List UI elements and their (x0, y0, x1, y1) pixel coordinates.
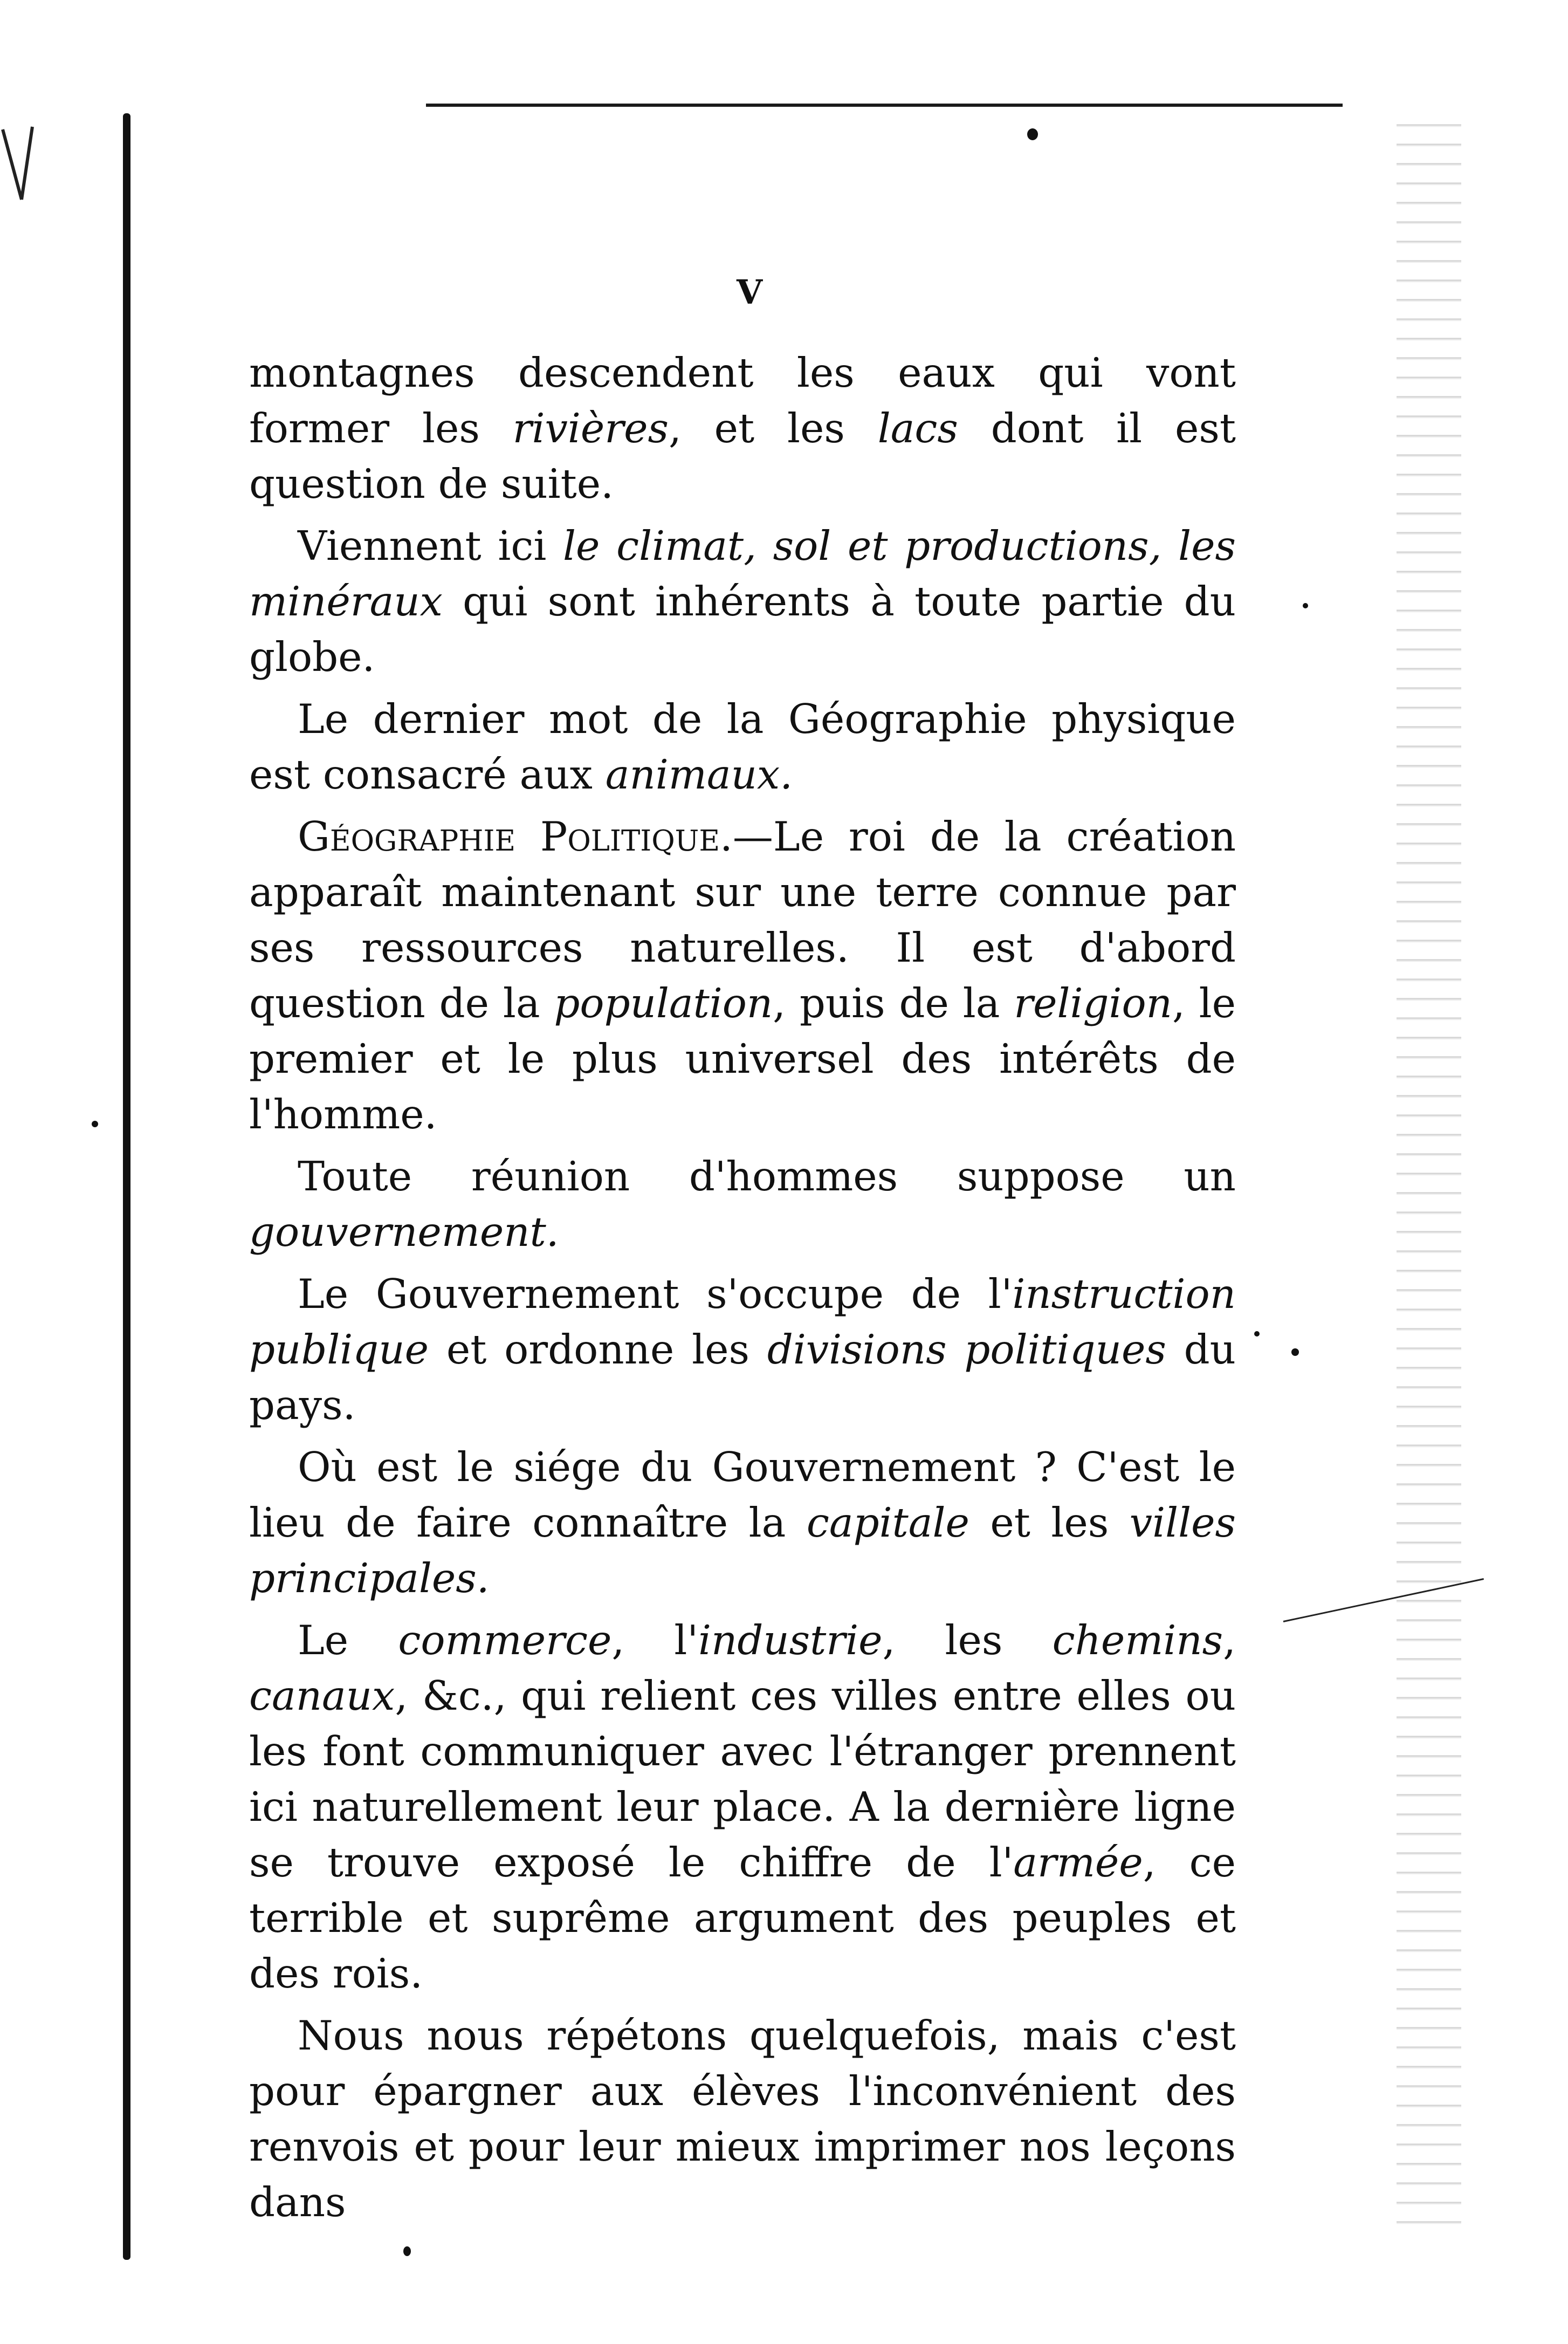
italic-term: villes principales. (249, 1499, 1236, 1602)
text-run: dont il est question de suite. (249, 405, 1236, 508)
italic-term: industrie (698, 1616, 883, 1664)
text-run: et ordonne les (429, 1326, 767, 1373)
text-run: , &c., qui relient ces villes entre elles ou les font communiquer avec l'étranger prennent ici naturellement leur place. A la dernière ligne se trouve exposé le chiffre de l' (249, 1672, 1236, 1886)
page-number: V (736, 272, 763, 312)
text-run: Viennent ici (298, 522, 563, 570)
text-run: Le dernier mot de la Géographie physique est consacré aux (249, 695, 1236, 798)
paragraph (249, 809, 1236, 1142)
text-run: et les (969, 1499, 1130, 1546)
section-heading: Géographie Politique. (298, 813, 733, 860)
text-run: du pays. (249, 1326, 1236, 1429)
text-run: , (1223, 1616, 1236, 1664)
italic-term: lacs (877, 405, 958, 452)
text-run: , ce terrible et suprême argument des peuples et des rois. (249, 1839, 1236, 1997)
ink-speck (92, 1121, 98, 1127)
text-run: Toute réunion d'hommes suppose un (298, 1153, 1236, 1200)
paragraph (249, 1613, 1236, 2002)
body-text (249, 345, 1236, 2237)
ink-speck (1027, 128, 1038, 140)
text-run: , puis de la (773, 979, 1014, 1027)
italic-term: animaux. (605, 751, 793, 798)
text-run: qui sont inhérents à toute partie du globe. (249, 578, 1236, 681)
paragraph (249, 691, 1236, 803)
text-run: Où est le siége du Gouvernement ? C'est le lieu de faire connaître la (249, 1443, 1236, 1546)
italic-term: gouvernement. (249, 1208, 559, 1256)
text-run: , et les (668, 405, 878, 452)
text-run: Le (298, 1616, 398, 1664)
italic-term: le climat, sol et productions, les minéraux (249, 522, 1236, 625)
italic-term: capitale (806, 1499, 969, 1546)
paragraph (249, 2008, 1236, 2230)
italic-term: instruction publique (249, 1270, 1236, 1373)
text-run: Nous nous répétons quelquefois, mais c'est pour épargner aux élèves l'inconvénient des renvois et pour leur mieux imprimer nos leçons dans (249, 2012, 1236, 2226)
margin-pencil-mark (0, 124, 38, 210)
paragraph (249, 1266, 1236, 1433)
italic-term: population (554, 979, 773, 1027)
ink-speck (1254, 1331, 1260, 1337)
paragraph (249, 345, 1236, 512)
text-run: montagnes descendent les eaux qui vont former les (249, 349, 1236, 452)
italic-term: chemins (1052, 1616, 1223, 1664)
paragraph (249, 1149, 1236, 1260)
italic-term: commerce (398, 1616, 612, 1664)
ink-speck (1303, 603, 1308, 608)
italic-term: divisions politiques (767, 1326, 1166, 1373)
top-rule-artifact (426, 104, 1343, 107)
ink-speck (1291, 1348, 1299, 1356)
text-run: Le Gouvernement s'occupe de l' (298, 1270, 1013, 1318)
text-run: , le premier et le plus universel des intérêts de l'homme. (249, 979, 1236, 1138)
italic-term: armée (1013, 1839, 1143, 1886)
text-run: —Le roi de la création apparaît maintenant sur une terre connue par ses ressources naturelles. Il est d'abord question de la (249, 813, 1236, 1027)
paragraph (249, 1440, 1236, 1606)
text-run: , les (882, 1616, 1053, 1664)
italic-term: religion (1014, 979, 1172, 1027)
text-run: , l' (611, 1616, 699, 1664)
ink-speck (403, 2246, 411, 2256)
paragraph (249, 518, 1236, 685)
italic-term: rivières (512, 405, 669, 452)
page-edge-noise (1397, 108, 1461, 2238)
binding-edge-line (123, 113, 130, 2260)
italic-term: canaux (249, 1672, 395, 1719)
